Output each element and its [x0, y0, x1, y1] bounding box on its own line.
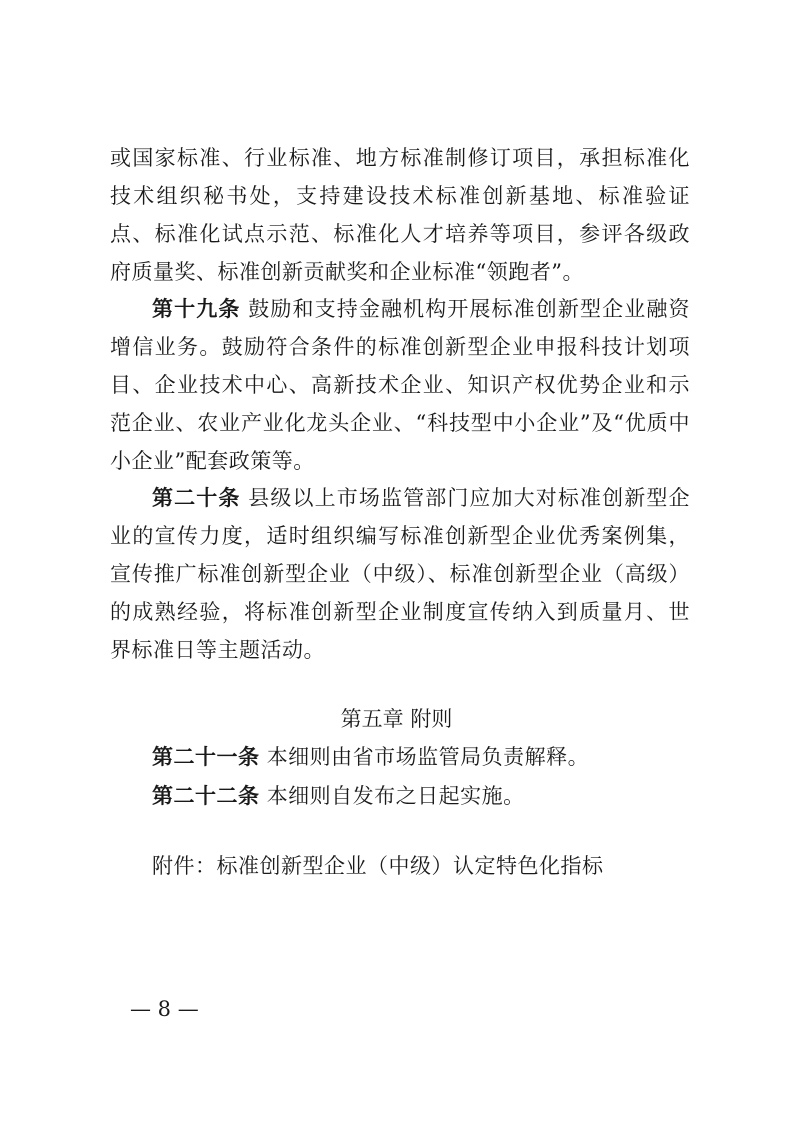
- article-text: 本细则由省市场监管局负责解释。: [266, 745, 590, 769]
- page-number: — 8 —: [130, 997, 199, 1021]
- article-text: 鼓励和支持金融机构开展标准创新型企业融资增信业务。鼓励符合条件的标准创新型企业申报科技计划项目、企业技术中心、高新技术企业、知识产权优势企业和示范企业、农业产业化龙头企业、“科技型中小企业”及“优质中小企业”配套政策等。: [110, 297, 690, 473]
- paragraph-text: 或国家标准、行业标准、地方标准制修订项目，承担标准化技术组织秘书处，支持建设技术标准创新基地、标准验证点、标准化试点示范、标准化人才培养等项目，参评各级政府质量奖、标准创新贡献奖和企业标准“领跑者”。: [110, 146, 690, 284]
- article-heading: 第十九条: [152, 297, 241, 321]
- article-text: 本细则自发布之日起实施。: [266, 784, 525, 808]
- chapter-title: 第五章 附则: [340, 707, 453, 731]
- paragraph-continuation: [110, 139, 690, 291]
- article-21: [152, 738, 589, 776]
- article-19: [110, 290, 690, 480]
- article-heading: 第二十二条: [152, 784, 260, 808]
- article-text: 县级以上市场监管部门应加大对标准创新型企业的宣传力度，适时组织编写标准创新型企业优秀案例集，宣传推广标准创新型企业（中级）、标准创新型企业（高级）的成熟经验，将标准创新型企业制度宣传纳入到质量月、世界标准日等主题活动。: [110, 486, 690, 662]
- article-heading: 第二十条: [152, 486, 241, 510]
- article-20: [110, 479, 690, 669]
- attachment-note: 附件：标准创新型企业（中级）认定特色化指标: [152, 854, 604, 878]
- article-22: [152, 777, 525, 815]
- article-heading: 第二十一条: [152, 745, 260, 769]
